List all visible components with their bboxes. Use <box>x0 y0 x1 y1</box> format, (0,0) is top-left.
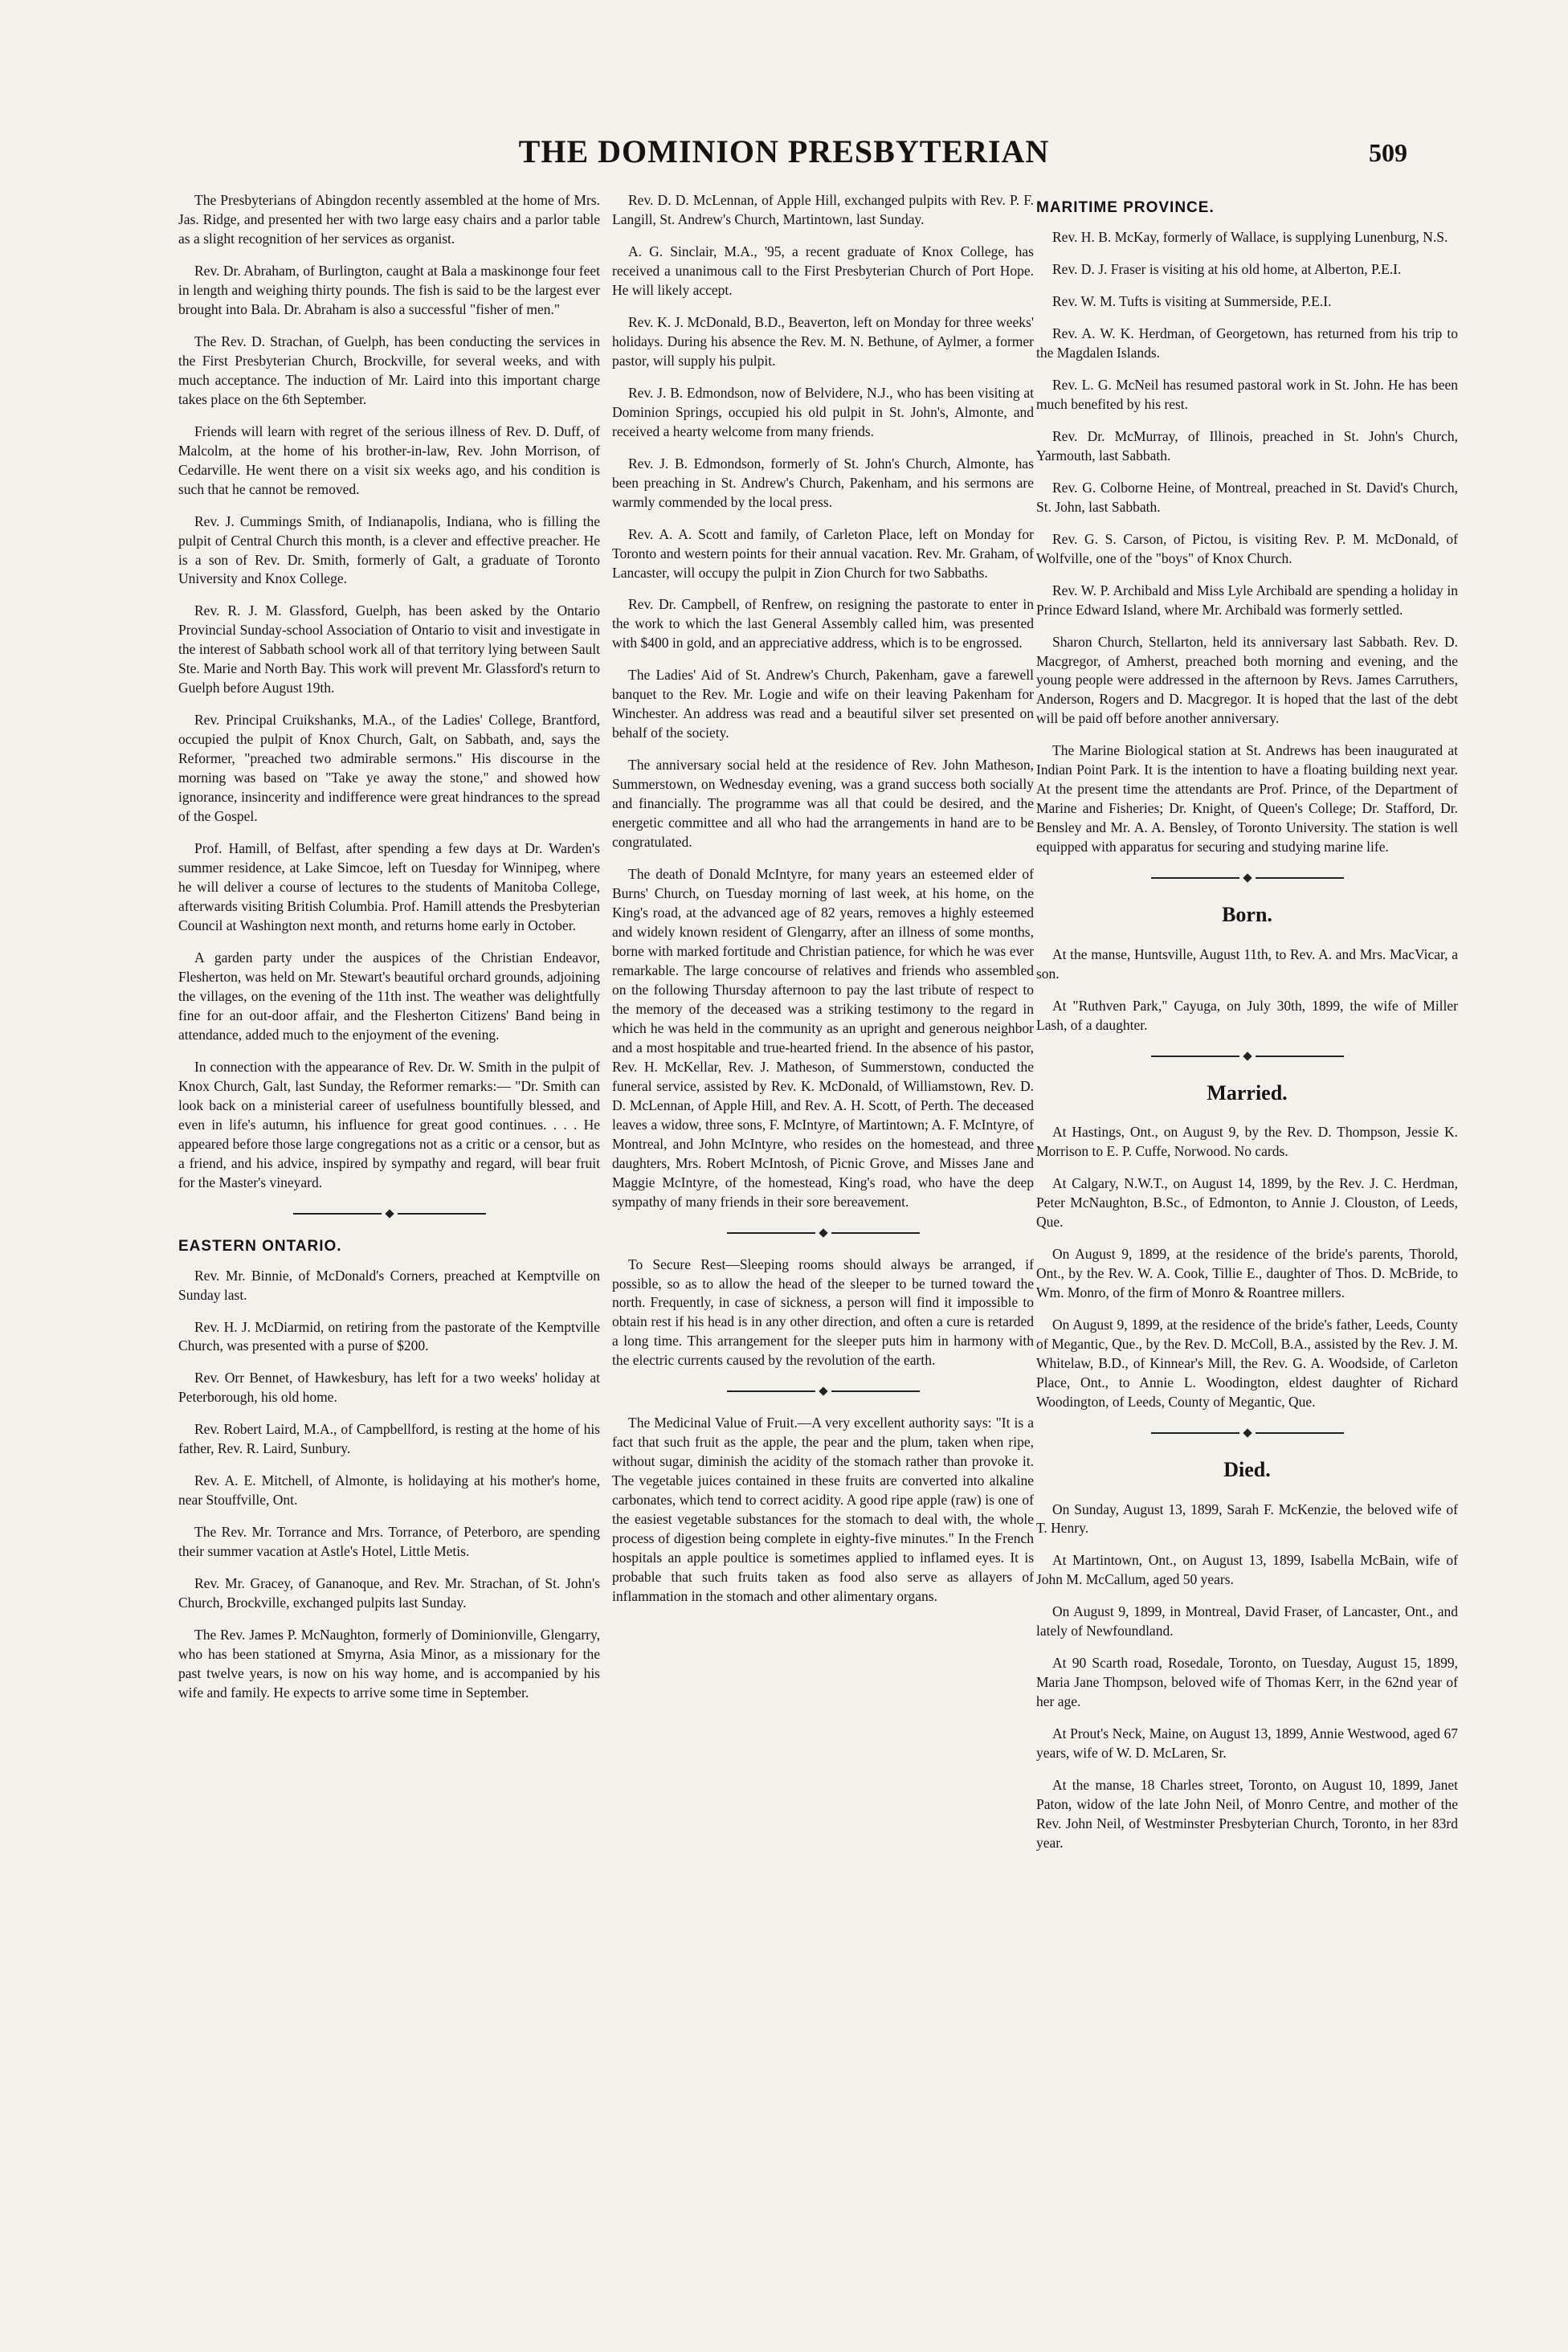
article-paragraph: At Prout's Neck, Maine, on August 13, 1899, Annie Westwood, aged 67 years, wife of W. D. McLaren, Sr. <box>1036 1725 1458 1762</box>
section-heading-eastern-ontario: EASTERN ONTARIO. <box>178 1237 342 1255</box>
article-paragraph: On August 9, 1899, at the residence of the bride's parents, Thorold, Ont., by the Rev. W. A. Cook, Tillie E., daughter of Thos. D. McBride, to Wm. Monro, of the firm of Monro & Roantree millers. <box>1036 1246 1458 1301</box>
article-paragraph: Rev. Mr. Gracey, of Gananoque, and Rev. Mr. Strachan, of St. John's Church, Brockville, exchanged pulpits last Sunday. <box>178 1575 600 1611</box>
maritime-articles <box>1036 228 1458 857</box>
article-paragraph: At 90 Scarth road, Rosedale, Toronto, on Tuesday, August 15, 1899, Maria Jane Thompson, beloved wife of Thomas Kerr, in the 62nd year of her age. <box>1036 1655 1458 1710</box>
article-paragraph: Rev. R. J. M. Glassford, Guelph, has been asked by the Ontario Provincial Sunday-school Association of Ontario to visit and investigate in the interest of Sabbath school work all of that territory lying between Sault Ste. Marie and North Bay. This work will prevent Mr. Glassford's return to Guelph before August 19th. <box>178 602 600 696</box>
article-paragraph: Rev. Dr. McMurray, of Illinois, preached in St. John's Church, Yarmouth, last Sabbath. <box>1036 427 1458 463</box>
article-paragraph: Rev. Orr Bennet, of Hawkesbury, has left for a two weeks' holiday at Peterborough, his old home. <box>178 1370 600 1406</box>
article-paragraph: On August 9, 1899, at the residence of the bride's father, Leeds, County of Megantic, Que., by the Rev. D. McColl, B.A., assisted by the Rev. J. M. Whitelaw, B.D., of Kinnear's Mill, the Rev. G. A. Woodside, of Carleton Place, Ont., to Annie L. Woodington, eldest daughter of Richard Woodington, of Leeds, County of Megantic, Que. <box>1036 1317 1458 1410</box>
page-number: 509 <box>1369 138 1407 167</box>
article-paragraph: At "Ruthven Park," Cayuga, on July 30th, 1899, the wife of Miller Lash, of a daughter. <box>1036 997 1458 1033</box>
died-notices <box>1036 1501 1458 1854</box>
article-paragraph: The Rev. Mr. Torrance and Mrs. Torrance, of Peterboro, are spending their summer vacation at Astle's Hotel, Little Metis. <box>178 1524 600 1560</box>
article-paragraph: Rev. A. E. Mitchell, of Almonte, is holidaying at his mother's home, near Stouffville, Ont. <box>178 1472 600 1509</box>
article-paragraph: Rev. A. W. K. Herdman, of Georgetown, has returned from his trip to the Magdalen Islands. <box>1036 325 1458 361</box>
article-paragraph: At the manse, 18 Charles street, Toronto, on August 10, 1899, Janet Paton, widow of the late John Neil, of Monro Centre, and mother of the Rev. John Neil, of Westminster Presbyterian Church, Toronto, in her 83rd year. <box>1036 1777 1458 1852</box>
born-heading: Born. <box>1222 903 1272 927</box>
article-paragraph: In connection with the appearance of Rev. Dr. W. Smith in the pulpit of Knox Church, Galt, last Sunday, the Reformer remarks:— "Dr. Smith can look back on a ministerial career of usefulness bountifully blessed, and even in life's autumn, his influence for great good continues. . . . He appeared before those large congregations not as a critic or a censor, but as a friend, and his advice, inspired by sympathy and regard, will bear fruit for the Master's vineyard. <box>178 1058 600 1190</box>
article-paragraph: On Sunday, August 13, 1899, Sarah F. McKenzie, the beloved wife of T. Henry. <box>1036 1501 1458 1537</box>
article-paragraph: At the manse, Huntsville, August 11th, to Rev. A. and Mrs. MacVicar, a son. <box>1036 945 1458 982</box>
section-divider <box>1036 1053 1458 1060</box>
article-paragraph: Rev. H. B. McKay, formerly of Wallace, is supplying Lunenburg, N.S. <box>1052 229 1448 246</box>
article-paragraph: Rev. J. B. Edmondson, formerly of St. John's Church, Almonte, has been preaching in St. Andrew's Church, Pakenham, and his sermons are warmly commended by the local press. <box>612 455 1034 510</box>
article-paragraph: Rev. J. Cummings Smith, of Indianapolis, Indiana, who is filling the pulpit of Central Church this month, is a clever and effective preacher. He is a son of Rev. Dr. Smith, formerly of Galt, a graduate of Toronto University and Knox College. <box>178 512 600 587</box>
article-paragraph: Prof. Hamill, of Belfast, after spending a few days at Dr. Warden's summer residence, at Lake Simcoe, left on Tuesday for Winnipeg, where he will deliver a course of lectures to the students of Manitoba College, afterwards visiting British Columbia. Prof. Hamill attends the Presbyterian Council at Washington next month, and returns home early in October. <box>178 840 600 933</box>
column-1-articles <box>178 191 600 1193</box>
article-paragraph: A. G. Sinclair, M.A., '95, a recent graduate of Knox College, has received a unanimous call to the First Presbyterian Church of Port Hope. He will likely accept. <box>612 243 1034 298</box>
article-paragraph: Rev. Mr. Binnie, of McDonald's Corners, preached at Kemptville on Sunday last. <box>178 1267 600 1303</box>
article-paragraph: The death of Donald McIntyre, for many years an esteemed elder of Burns' Church, on Tuesday morning of last week, at his home, on the King's road, at the advanced age of 82 years, removes a highly esteemed and widely known resident of Glengarry, after an illness of some months, borne with marked fortitude and Christian patience, for which he was ever remarkable. The large concourse of relatives and friends who assembled on the following Thursday afternoon to pay the last tribute of respect to the memory of the deceased was a striking testimony to the regard in which he was held in the community as an upright and generous neighbor and a most hospitable and true-hearted friend. In the absence of his pastor, Rev. H. McKellar, Rev. J. Matheson, of Summerstown, conducted the funeral service, assisted by Rev. K. McDonald, of Williamstown, Rev. D. D. McLennan, of Apple Hill, and Rev. A. H. Scott, of Perth. The deceased leaves a widow, three sons, F. McIntyre, of Martintown; A. F. McIntyre, of Montreal, and John McIntyre, who resides on the homestead, and three daughters, Mrs. Robert McIntosh, of Picnic Grove, and Misses Jane and Maggie McIntyre, of the homestead, King's road, who have the deep sympathy of many friends in their sore bereavement. <box>612 866 1034 1210</box>
article-paragraph: Rev. K. J. McDonald, B.D., Beaverton, left on Monday for three weeks' holidays. During his absence the Rev. M. N. Bethune, of Aylmer, a former pastor, will supply his pulpit. <box>612 313 1034 369</box>
died-heading: Died. <box>1223 1457 1271 1481</box>
article-paragraph: The anniversary social held at the residence of Rev. John Matheson, Summerstown, on Wednesday evening, was a grand success both socially and financially. The programme was all that could be desired, and the energetic committee and all who had the arrangements in hand are to be congratulated. <box>612 757 1034 851</box>
article-paragraph: Rev. G. Colborne Heine, of Montreal, preached in St. David's Church, St. John, last Sabbath. <box>1036 479 1458 515</box>
married-notices <box>1036 1123 1458 1412</box>
article-paragraph: At Hastings, Ont., on August 9, by the Rev. D. Thompson, Jessie K. Morrison to E. P. Cuffe, Norwood. No cards. <box>1036 1124 1458 1160</box>
eastern-ontario-articles <box>178 1267 600 1703</box>
article-paragraph: Rev. Robert Laird, M.A., of Campbellford, is resting at the home of his father, Rev. R. Laird, Sunbury. <box>178 1421 600 1457</box>
article-paragraph: Rev. W. P. Archibald and Miss Lyle Archibald are spending a holiday in Prince Edward Island, where Mr. Archibald was formerly settled. <box>1036 582 1458 618</box>
article-paragraph: Rev. D. J. Fraser is visiting at his old home, at Alberton, P.E.I. <box>1052 260 1402 277</box>
article-paragraph: The Rev. D. Strachan, of Guelph, has been conducting the services in the First Presbyterian Church, Brockville, for several weeks, and with much acceptance. The induction of Mr. Laird into this important charge takes place on the 6th September. <box>178 333 600 407</box>
article-paragraph: Sharon Church, Stellarton, held its anniversary last Sabbath. Rev. D. Macgregor, of Amherst, preached both morning and evening, and the young people were addressed in the afternoon by Revs. James Carruthers, Anderson, Rogers and D. Macgregor. It is hoped that the last of the debt will be paid off before another anniversary. <box>1036 633 1458 727</box>
article-paragraph: Rev. H. J. McDiarmid, on retiring from the pastorate of the Kemptville Church, was presented with a purse of $200. <box>178 1318 600 1354</box>
article-paragraph: The Ladies' Aid of St. Andrew's Church, Pakenham, gave a farewell banquet to the Rev. Mr. Logie and wife on their leaving Pakenham for Winchester. An address was read and a beautiful silver set presented on behalf of the society. <box>612 667 1034 741</box>
medicinal-fruit-article <box>612 1414 1034 1607</box>
article-paragraph: Rev. D. D. McLennan, of Apple Hill, exchanged pulpits with Rev. P. F. Langill, St. Andrew's Church, Martintown, last Sunday. <box>612 192 1034 227</box>
married-heading: Married. <box>1207 1080 1288 1105</box>
article-paragraph: The Presbyterians of Abingdon recently assembled at the home of Mrs. Jas. Ridge, and presented her with two large easy chairs and a parlor table as a slight recognition of her services as organist. <box>178 192 600 247</box>
born-notices <box>1036 945 1458 1035</box>
article-paragraph: At Martintown, Ont., on August 13, 1899, Isabella McBain, wife of John M. McCallum, aged 50 years. <box>1036 1552 1458 1588</box>
article-paragraph: Rev. W. M. Tufts is visiting at Summerside, P.E.I. <box>1052 292 1332 309</box>
article-paragraph: Friends will learn with regret of the serious illness of Rev. D. Duff, of Malcolm, at the home of his brother-in-law, Rev. John Morrison, of Cedarville. He went there on a visit six weeks ago, and his condition is such that he cannot be removed. <box>178 423 600 497</box>
article-paragraph: Rev. G. S. Carson, of Pictou, is visiting Rev. P. M. McDonald, of Wolfville, one of the "boys" of Knox Church. <box>1036 530 1458 566</box>
secure-rest-article <box>612 1256 1034 1371</box>
article-paragraph: To Secure Rest—Sleeping rooms should always be arranged, if possible, so as to allow the head of the sleeper to be turned toward the north. Frequently, in case of sickness, a person will find it impossible to obtain rest if his head is in any other direction, and often a cure is retarded a long time. This arrangement for the sleeper puts him in harmony with the electric currents caused by the revolution of the earth. <box>612 1256 1034 1369</box>
column-2 <box>612 191 1034 1619</box>
section-heading-maritime-province: MARITIME PROVINCE. <box>1036 199 1215 216</box>
article-paragraph: Rev. Principal Cruikshanks, M.A., of the Ladies' College, Brantford, occupied the pulpit of Knox Church, Galt, on Sabbath, and, says the Reformer, "preached two admirable sermons." His discourse in the morning was based on "Take ye away the stone," and showed how ignorance, insincerity and indifference were great hindrances to the spread of the Gospel. <box>178 712 600 825</box>
masthead: THE DOMINION PRESBYTERIAN <box>518 133 1050 169</box>
section-divider <box>612 1388 1034 1394</box>
section-divider <box>1036 875 1458 881</box>
column-1 <box>178 191 600 1716</box>
article-paragraph: A garden party under the auspices of the Christian Endeavor, Flesherton, was held on Mr. Stewart's beautiful orchard grounds, adjoining the villages, on the evening of the 11th inst. The weather was delightfully fine for an out-door affair, and the Flesherton Citizens' Band being in attendance, added much to the enjoyment of the evening. <box>178 949 600 1043</box>
article-paragraph: Rev. J. B. Edmondson, now of Belvidere, N.J., who has been visiting at Dominion Springs, occupied his old pulpit in St. John's, Almonte, and received a hearty welcome from many friends. <box>612 384 1034 439</box>
article-paragraph: At Calgary, N.W.T., on August 14, 1899, by the Rev. J. C. Herdman, Peter McNaughton, B.Sc., of Edmonton, to Annie J. Clouston, of Leeds, Que. <box>1036 1175 1458 1231</box>
article-paragraph: The Medicinal Value of Fruit.—A very excellent authority says: "It is a fact that such fruit as the apple, the pear and the plum, taken when ripe, without sugar, diminish the acidity of the stomach rather than provoke it. The vegetable juices contained in these fruits are converted into alkaline carbonates, which tend to correct acidity. A good ripe apple (raw) is one of the easiest vegetable substances for the stomach to deal with, the whole process of digestion being complete in eighty-five minutes." In the French hospitals an apple poultice is sometimes applied to inflamed eyes. It is probable that such fruits taken as food also serve as allayers of inflammation in the stomach and other alimentary organs. <box>612 1415 1034 1605</box>
article-paragraph: Rev. Dr. Abraham, of Burlington, caught at Bala a maskinonge four feet in length and weighing thirty pounds. The fish is said to be the largest ever brought into Bala. Dr. Abraham is also a successful "fisher of men." <box>178 262 600 317</box>
column-2-articles <box>612 191 1034 1212</box>
section-divider <box>178 1211 600 1217</box>
article-paragraph: The Rev. James P. McNaughton, formerly of Dominionville, Glengarry, who has been stationed at Smyrna, Asia Minor, as a missionary for the past twelve years, is now on his way home, and is accompanied by his wife and family. He expects to arrive some time in September. <box>178 1627 600 1701</box>
section-divider <box>612 1230 1034 1236</box>
column-3 <box>1036 191 1458 1866</box>
article-paragraph: On August 9, 1899, in Montreal, David Fraser, of Lancaster, Ont., and lately of Newfoundland. <box>1036 1603 1458 1639</box>
article-paragraph: Rev. Dr. Campbell, of Renfrew, on resigning the pastorate to enter in the work to which the last General Assembly called him, was presented with $400 in gold, and an appreciative address, which is to be engrossed. <box>612 596 1034 651</box>
article-paragraph: Rev. L. G. McNeil has resumed pastoral work in St. John. He has been much benefited by his rest. <box>1036 376 1458 412</box>
article-paragraph: Rev. A. A. Scott and family, of Carleton Place, left on Monday for Toronto and western points for their annual vacation. Rev. Mr. Graham, of Lancaster, will occupy the pulpit in Zion Church for two Sabbaths. <box>612 525 1034 581</box>
section-divider <box>1036 1430 1458 1436</box>
article-paragraph: The Marine Biological station at St. Andrews has been inaugurated at Indian Point Park. It is the intention to have a floating building next year. At the present time the attendants are Prof. Prince, of the Department of Marine and Fisheries; Dr. Knight, of Queen's College; Dr. Stafford, Dr. Bensley and Mr. A. A. Bensley, of Toronto University. The station is well equipped with apparatus for securing and studying marine life. <box>1036 742 1458 855</box>
